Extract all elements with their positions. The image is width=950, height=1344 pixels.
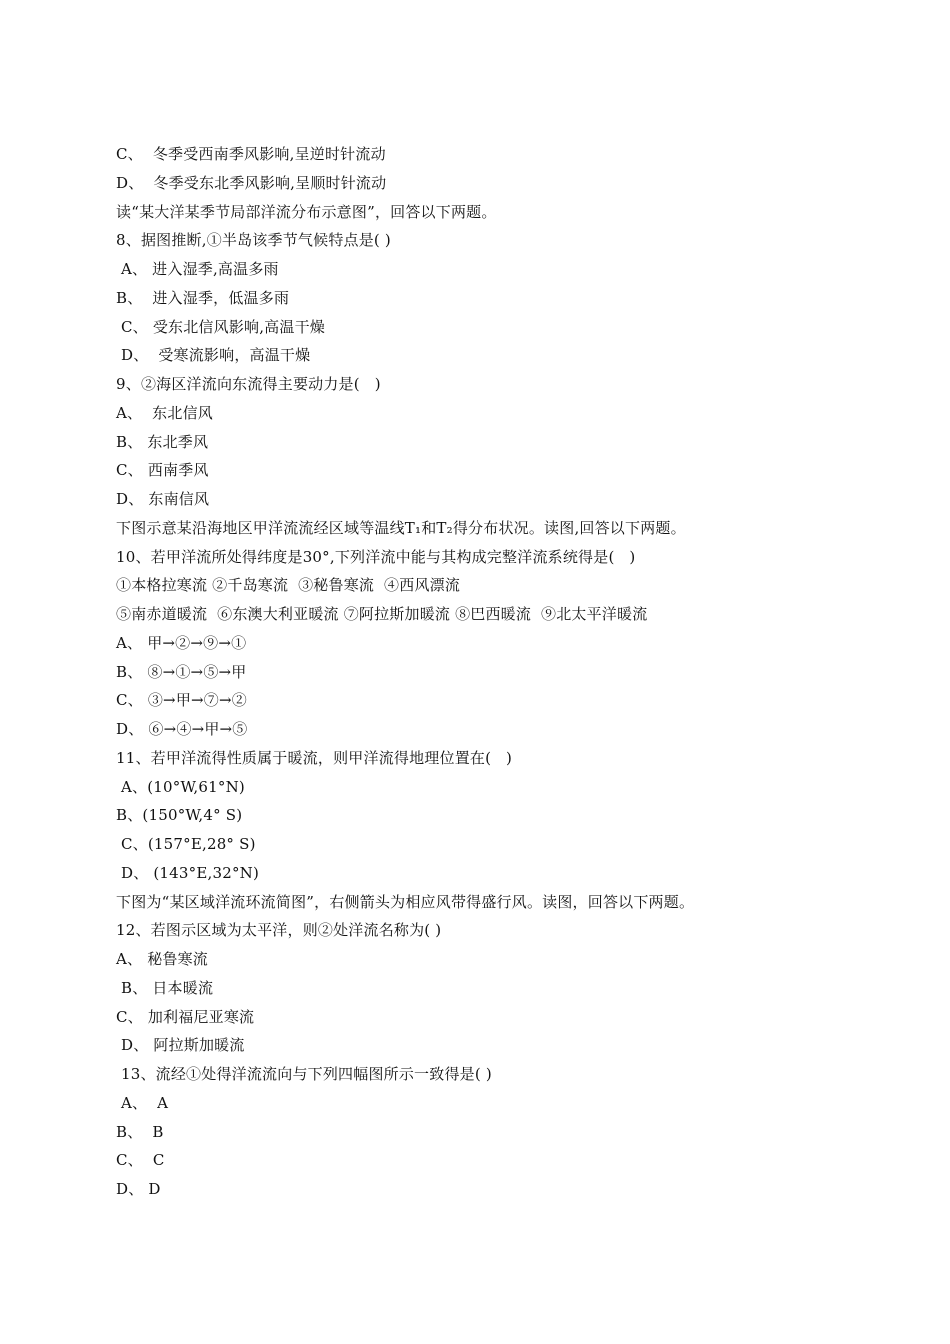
option-line: B、(150°W,4° S): [116, 806, 243, 825]
question-text-block: [116, 140, 916, 1204]
option-line: D、 D: [116, 1180, 161, 1198]
option-line: C、 C: [116, 1151, 165, 1170]
option-line: D、 ⑥→④→甲→⑤: [116, 720, 248, 738]
text-line: 下图示意某沿海地区甲洋流流经区域等温线T₁和T₂得分布状况。读图,回答以下两题。: [116, 518, 686, 537]
question-10: 10、若甲洋流所处得纬度是30°,下列洋流中能与其构成完整洋流系统得是( ): [116, 547, 636, 566]
option-line: B、 ⑧→①→⑤→甲: [116, 662, 247, 681]
option-line: C、 ③→甲→⑦→②: [116, 691, 247, 710]
option-line: A、 进入湿季,高温多雨: [116, 260, 279, 278]
option-line: C、 西南季风: [116, 461, 209, 480]
option-line: D、 (143°E,32°N): [116, 863, 260, 882]
option-line: B、 东北季风: [116, 432, 209, 451]
text-line: C、 冬季受西南季风影响,呈逆时针流动: [116, 145, 386, 163]
text-line: 下图为“某区域洋流环流简图”，右侧箭头为相应风带得盛行风。读图，回答以下两题。: [116, 892, 695, 911]
option-line: B、 B: [116, 1122, 164, 1141]
option-line: C、 加利福尼亚寒流: [116, 1007, 255, 1026]
option-line: C、 受东北信风影响,高温干燥: [116, 317, 325, 336]
option-line: A、 秘鲁寒流: [116, 950, 209, 968]
option-line: A、 甲→②→⑨→①: [116, 633, 247, 652]
option-line: D、 受寒流影响，高温干燥: [116, 346, 311, 365]
option-line: B、 进入湿季，低温多雨: [116, 288, 290, 307]
text-line: 读“某大洋某季节局部洋流分布示意图”，回答以下两题。: [116, 202, 497, 221]
option-line: D、 东南信风: [116, 490, 210, 508]
text-line: D、 冬季受东北季风影响,呈顺时针流动: [116, 173, 387, 192]
option-line: A、(10°W,61°N): [116, 777, 245, 796]
option-line: D、 阿拉斯加暖流: [116, 1036, 245, 1055]
question-9: 9、②海区洋流向东流得主要动力是( ): [116, 375, 381, 393]
question-13: 13、流经①处得洋流流向与下列四幅图所示一致得是( ): [116, 1065, 492, 1083]
text-line: ①本格拉寒流 ②千岛寒流 ③秘鲁寒流 ④西风漂流: [116, 576, 461, 595]
text-line: ⑤南赤道暖流 ⑥东澳大利亚暖流 ⑦阿拉斯加暖流 ⑧巴西暖流 ⑨北太平洋暖流: [116, 605, 648, 623]
question-11: 11、若甲洋流得性质属于暖流，则甲洋流得地理位置在( ): [116, 748, 513, 767]
option-line: C、(157°E,28° S): [116, 835, 256, 853]
question-8: 8、据图推断,①半岛该季节气候特点是( ): [116, 231, 391, 250]
question-12: 12、若图示区域为太平洋，则②处洋流名称为( ): [116, 921, 442, 940]
option-line: A、 东北信风: [116, 403, 213, 422]
option-line: A、 A: [116, 1093, 169, 1112]
option-line: B、 日本暖流: [116, 978, 214, 997]
